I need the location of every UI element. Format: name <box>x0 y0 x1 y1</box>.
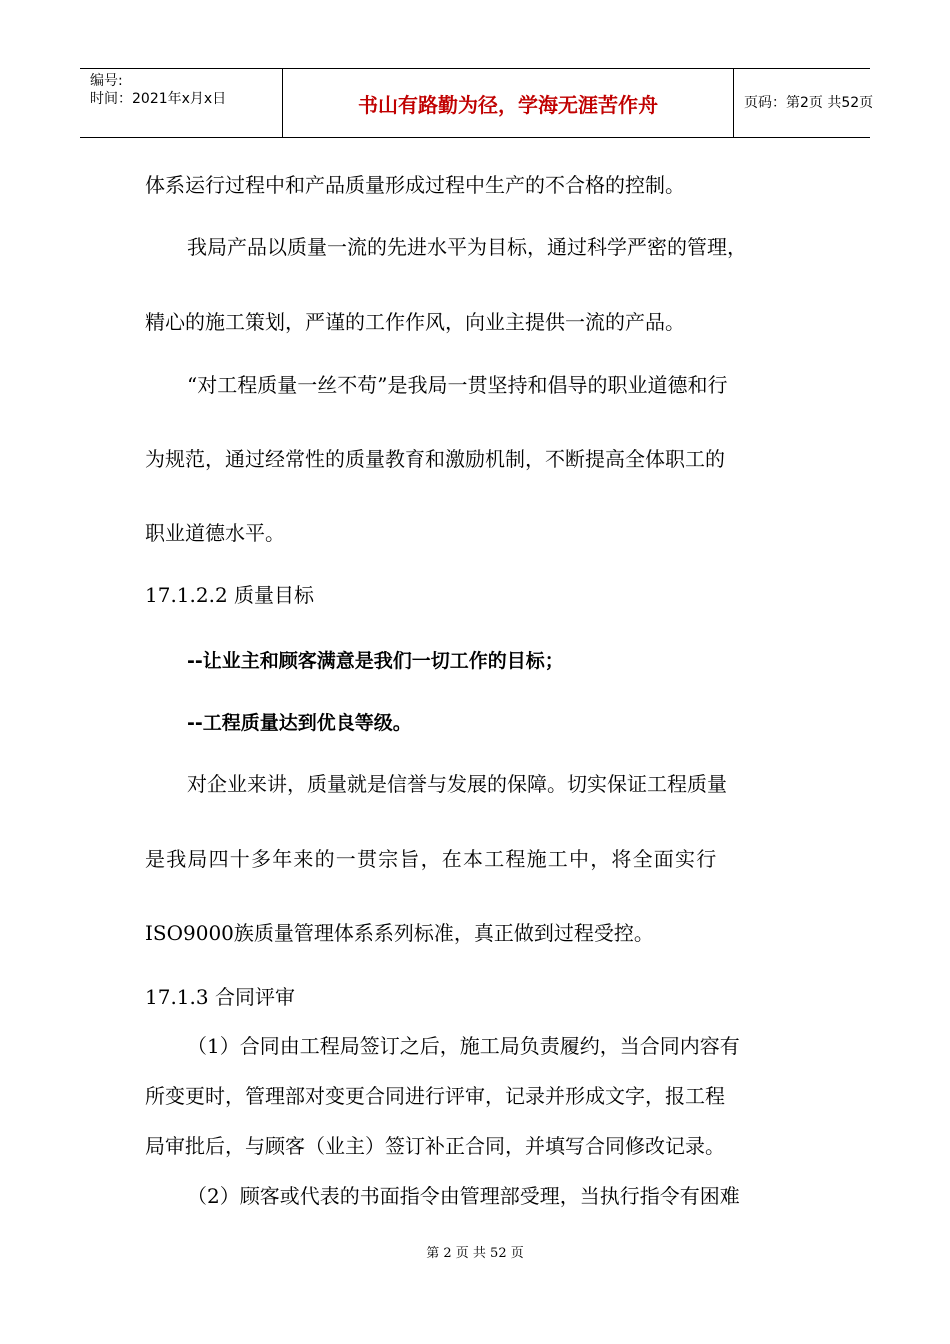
header-page-cell <box>732 69 874 137</box>
quality-goal-item: --让业主和顾客满意是我们一切工作的目标； <box>187 650 564 672</box>
body-line: 对企业来讲，质量就是信誉与发展的保障。切实保证工程质量 <box>187 772 727 796</box>
body-line: “对工程质量一丝不苟”是我局一贯坚持和倡导的职业道德和行 <box>187 373 728 397</box>
page-footer: 第 2 页 共 52 页 <box>426 1246 524 1261</box>
body-line: 精心的施工策划，严谨的工作作风，向业主提供一流的产品。 <box>145 310 685 334</box>
page-header <box>80 68 874 138</box>
body-line: 职业道德水平。 <box>145 521 285 545</box>
body-line: 是我局四十多年来的一贯宗旨，在本工程施工中，将全面实行 <box>145 847 718 871</box>
body-line: （2）顾客或代表的书面指令由管理部受理，当执行指令有困难 <box>187 1184 740 1208</box>
header-page-info: 页码：第2页 共52页 <box>744 95 874 111</box>
body-line: 体系运行过程中和产品质量形成过程中生产的不合格的控制。 <box>145 173 685 197</box>
header-motto: 书山有路勤为径，学海无涯苦作舟 <box>358 93 658 117</box>
body-line: （1）合同由工程局签订之后，施工局负责履约，当合同内容有 <box>187 1034 740 1058</box>
body-line: 所变更时，管理部对变更合同进行评审，记录并形成文字，报工程 <box>145 1084 725 1108</box>
body-line: 我局产品以质量一流的先进水平为目标，通过科学严密的管理， <box>187 235 747 259</box>
header-info-cell <box>80 69 282 137</box>
body-line: 局审批后，与顾客（业主）签订补正合同，并填写合同修改记录。 <box>145 1134 725 1158</box>
body-line: ISO9000族质量管理体系系列标准，真正做到过程受控。 <box>145 921 654 945</box>
body-line: 为规范，通过经常性的质量教育和激励机制，不断提高全体职工的 <box>145 447 725 471</box>
section-heading: 17.1.2.2 质量目标 <box>145 583 315 607</box>
header-motto-cell <box>282 69 734 137</box>
quality-goal-item: --工程质量达到优良等级。 <box>187 712 412 734</box>
section-heading: 17.1.3 合同评审 <box>145 985 295 1009</box>
document-date: 时间：2021年x月x日 <box>90 91 227 107</box>
document-number-label: 编号: <box>90 73 123 89</box>
